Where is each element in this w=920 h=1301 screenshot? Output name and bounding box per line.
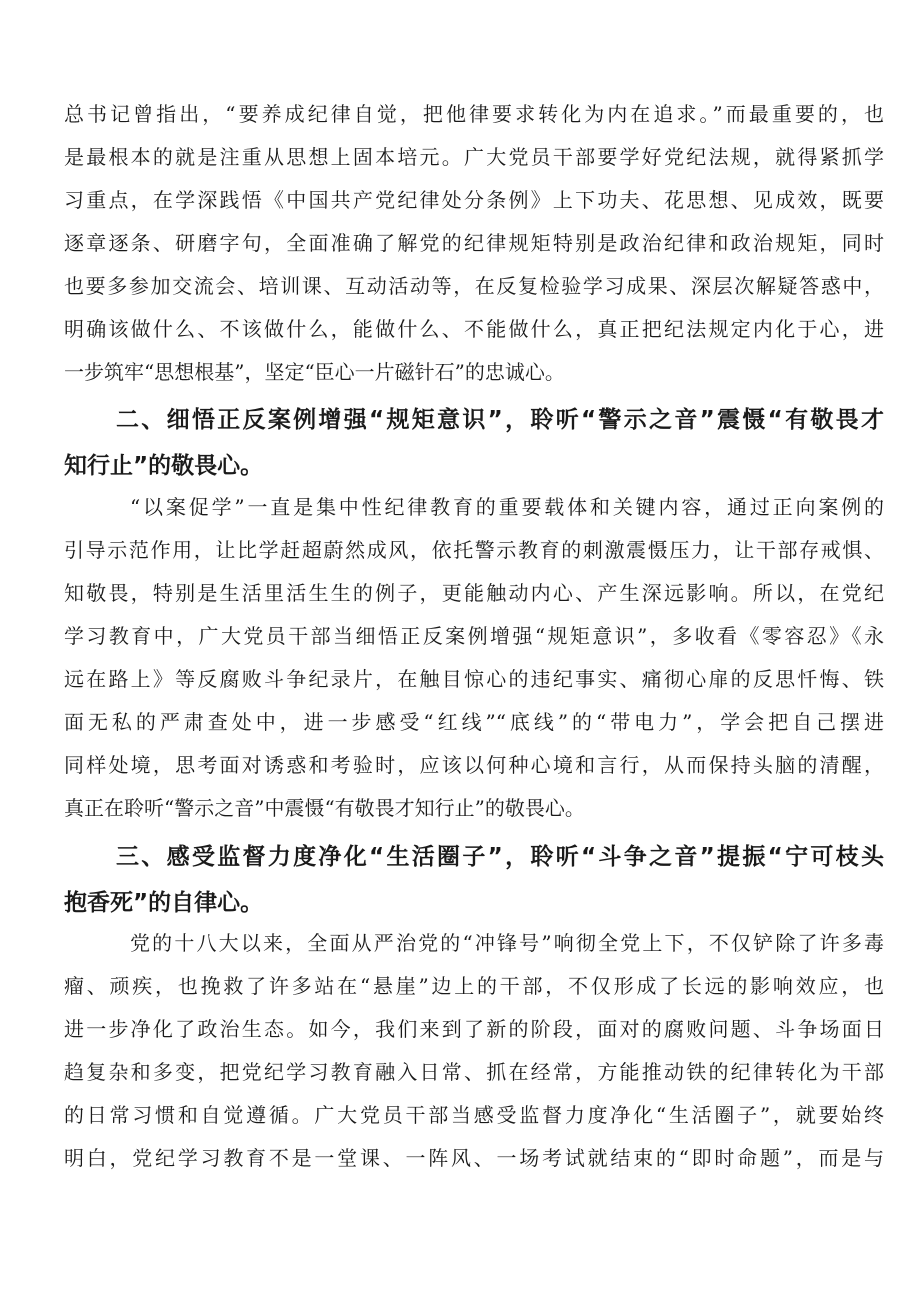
paragraph-3-line-6: 明白，党纪学习教育不是一堂课、一阵风、一场考试就结束的“即时命题”，而是与 (64, 1146, 884, 1170)
section-heading-3 (64, 834, 884, 926)
paragraph-1-line-6: 明确该做什么、不该做什么，能做什么、不能做什么，真正把纪法规定内化于心，进 (64, 317, 884, 341)
paragraph-2-line-5: 远在路上》等反腐败斗争纪录片，在触目惊心的违纪事实、痛彻心扉的反思忏悔、铁 (64, 667, 884, 691)
paragraph-1-line-5: 也要多参加交流会、培训课、互动活动等，在反复检验学习成果、深层次解疑答惑中， (64, 274, 884, 298)
section-heading-3-line-2: 抱香死”的自律心。 (64, 890, 264, 916)
paragraph-2-line-7: 同样处境，思考面对诱惑和考验时，应该以何种心境和言行，从而保持头脑的清醒， (64, 753, 884, 777)
paragraph-3-line-2: 瘤、顽疾，也挽救了许多站在“悬崖”边上的干部，不仅形成了长远的影响效应，也 (64, 974, 884, 998)
paragraph-1-line-3: 习重点，在学深践悟《中国共产党纪律处分条例》上下功夫、花思想、见成效，既要 (64, 188, 884, 212)
paragraph-3 (64, 922, 884, 1180)
paragraph-1-line-1: 总书记曾指出，“要养成纪律自觉，把他律要求转化为内在追求。”而最重要的，也 (64, 102, 884, 126)
paragraph-3-line-5: 的日常习惯和自觉遵循。广大党员干部当感受监督力度净化“生活圈子”，就要始终 (64, 1103, 884, 1127)
paragraph-1-line-7: 一步筑牢“思想根基”，坚定“臣心一片磁针石”的忠诚心。 (64, 360, 565, 384)
section-heading-3-line-1: 三、感受监督力度净化“生活圈子”，聆听“斗争之音”提振“宁可枝头 (116, 844, 884, 870)
paragraph-1-line-2: 是最根本的就是注重从思想上固本培元。广大党员干部要学好党纪法规，就得紧抓学 (64, 145, 884, 169)
paragraph-2 (64, 486, 884, 830)
paragraph-2-line-2: 引导示范作用，让比学赶超蔚然成风，依托警示教育的刺激震慑压力，让干部存戒惧、 (64, 538, 884, 562)
paragraph-3-line-3: 进一步净化了政治生态。如今，我们来到了新的阶段，面对的腐败问题、斗争场面日 (64, 1017, 884, 1041)
section-heading-2 (64, 397, 884, 489)
paragraph-3-line-1: 党的十八大以来，全面从严治党的“冲锋号”响彻全党上下，不仅铲除了许多毒 (130, 931, 884, 955)
section-heading-2-line-1: 二、细悟正反案例增强“规矩意识”，聆听“警示之音”震慑“有敬畏才 (116, 407, 884, 433)
paragraph-3-line-4: 趋复杂和多变，把党纪学习教育融入日常、抓在经常，方能推动铁的纪律转化为干部 (64, 1060, 884, 1084)
section-heading-2-line-2: 知行止”的敬畏心。 (64, 453, 264, 479)
paragraph-2-line-3: 知敬畏，特别是生活里活生生的例子，更能触动内心、产生深远影响。所以，在党纪 (64, 581, 884, 605)
paragraph-1 (64, 93, 884, 394)
paragraph-2-line-6: 面无私的严肃查处中，进一步感受“红线”“底线”的“带电力”，学会把自己摆进 (64, 710, 884, 734)
paragraph-2-line-1: “以案促学”一直是集中性纪律教育的重要载体和关键内容，通过正向案例的 (130, 495, 884, 519)
paragraph-2-line-8: 真正在聆听“警示之音”中震慑“有敬畏才知行止”的敬畏心。 (64, 796, 585, 820)
paragraph-2-line-4: 学习教育中，广大党员干部当细悟正反案例增强“规矩意识”，多收看《零容忍》《永 (64, 624, 884, 648)
paragraph-1-line-4: 逐章逐条、研磨字句，全面准确了解党的纪律规矩特别是政治纪律和政治规矩，同时 (64, 231, 884, 255)
